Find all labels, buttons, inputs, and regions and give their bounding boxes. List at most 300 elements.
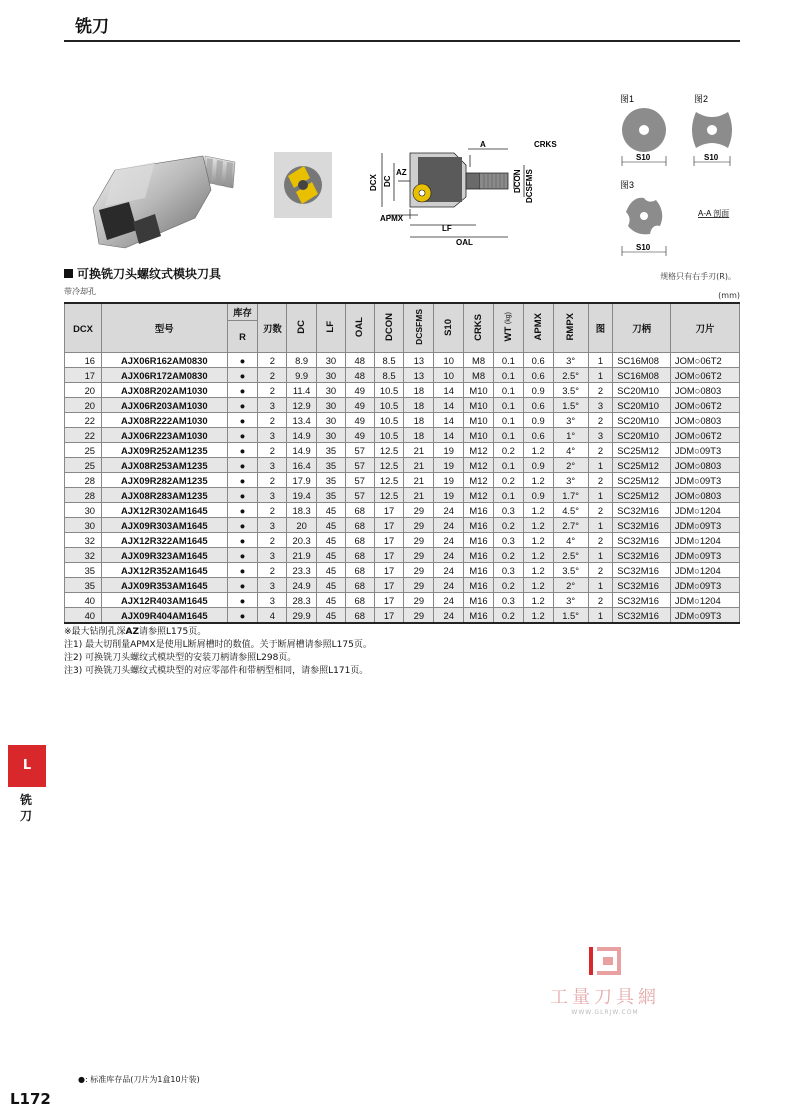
cell-s10: 24: [434, 518, 464, 533]
cell-crks: M10: [464, 428, 494, 443]
col-flutes: 刃数: [258, 303, 287, 353]
cell-s10: 14: [434, 428, 464, 443]
table-row: [65, 578, 740, 593]
cell-dcon: 17: [374, 578, 404, 593]
cell-crks: M16: [464, 578, 494, 593]
cell-lf: 35: [317, 458, 346, 473]
cell-model: AJX08R283AM1235: [102, 488, 228, 503]
cell-wt: 0.1: [493, 413, 523, 428]
label-dc: DC: [383, 175, 392, 187]
cell-lf: 35: [317, 443, 346, 458]
cell-dcsfms: 21: [404, 443, 434, 458]
cell-oal: 49: [345, 398, 374, 413]
cell-shank: SC25M12: [613, 458, 671, 473]
cell-dcon: 12.5: [374, 458, 404, 473]
cell-shank: SC20M10: [613, 398, 671, 413]
cell-dcon: 12.5: [374, 488, 404, 503]
cell-s10: 24: [434, 563, 464, 578]
cell-lf: 35: [317, 473, 346, 488]
cell-dc: 19.4: [287, 488, 317, 503]
cell-rmpx: 2.5°: [553, 548, 588, 563]
col-oal: OAL: [345, 303, 374, 353]
col-fig: 图: [588, 303, 613, 353]
cell-shank: SC25M12: [613, 473, 671, 488]
cell-insert: JDM○09T3: [670, 608, 739, 624]
note-2: 注2) 可换铣刀头螺纹式模块型的安装刀柄请参照L298页。: [64, 653, 297, 663]
section-title: [64, 265, 221, 282]
cell-wt: 0.3: [493, 503, 523, 518]
cell-stock: ●: [227, 548, 258, 563]
cell-dcon: 17: [374, 608, 404, 624]
cell-dcx: 30: [65, 518, 102, 533]
table-row: [65, 563, 740, 578]
cell-rmpx: 2°: [553, 458, 588, 473]
cell-stock: ●: [227, 443, 258, 458]
cell-s10: 24: [434, 503, 464, 518]
cell-flutes: 2: [258, 443, 287, 458]
cell-stock: ●: [227, 473, 258, 488]
cell-wt: 0.1: [493, 368, 523, 383]
cell-s10: 10: [434, 368, 464, 383]
cell-rmpx: 3°: [553, 413, 588, 428]
cell-model: AJX12R322AM1645: [102, 533, 228, 548]
cell-dcx: 16: [65, 353, 102, 368]
cell-dcx: 30: [65, 503, 102, 518]
cell-fig: 2: [588, 593, 613, 608]
cell-dcsfms: 13: [404, 353, 434, 368]
cell-lf: 45: [317, 578, 346, 593]
cell-dcsfms: 13: [404, 368, 434, 383]
cell-rmpx: 3°: [553, 473, 588, 488]
watermark: [535, 945, 675, 1016]
cell-model: AJX08R253AM1235: [102, 458, 228, 473]
cell-fig: 2: [588, 473, 613, 488]
col-stock-r: R: [227, 321, 258, 353]
cell-shank: SC20M10: [613, 413, 671, 428]
table-row: [65, 488, 740, 503]
cell-apmx: 0.6: [523, 368, 553, 383]
cell-shank: SC25M12: [613, 488, 671, 503]
cell-insert: JOM○06T2: [670, 368, 739, 383]
cell-dcx: 17: [65, 368, 102, 383]
label-dcx: DCX: [369, 174, 378, 191]
col-wt: WT (kg): [493, 303, 523, 353]
cell-apmx: 1.2: [523, 563, 553, 578]
cell-wt: 0.3: [493, 593, 523, 608]
cell-dcsfms: 29: [404, 593, 434, 608]
cell-flutes: 3: [258, 428, 287, 443]
table-row: [65, 608, 740, 624]
col-rmpx: RMPX: [553, 303, 588, 353]
cell-rmpx: 2.5°: [553, 368, 588, 383]
note-0: ※最大钻削孔深AZ请参照L175页。: [64, 627, 207, 637]
cell-fig: 1: [588, 548, 613, 563]
cell-insert: JDM○1204: [670, 593, 739, 608]
cell-insert: JDM○1204: [670, 503, 739, 518]
cell-dcon: 10.5: [374, 428, 404, 443]
cell-dc: 14.9: [287, 428, 317, 443]
cell-oal: 68: [345, 578, 374, 593]
cross-section-figures: [618, 92, 748, 262]
cell-wt: 0.2: [493, 548, 523, 563]
cell-flutes: 2: [258, 413, 287, 428]
cell-apmx: 0.9: [523, 458, 553, 473]
cell-crks: M16: [464, 518, 494, 533]
cell-dcx: 28: [65, 488, 102, 503]
cell-crks: M8: [464, 353, 494, 368]
cell-s10: 24: [434, 593, 464, 608]
cell-apmx: 0.9: [523, 488, 553, 503]
col-stock: 库存: [227, 303, 258, 321]
cell-stock: ●: [227, 578, 258, 593]
cell-shank: SC32M16: [613, 593, 671, 608]
cell-dcx: 28: [65, 473, 102, 488]
cell-oal: 57: [345, 443, 374, 458]
cell-insert: JOM○0803: [670, 488, 739, 503]
cell-dc: 18.3: [287, 503, 317, 518]
cell-wt: 0.1: [493, 353, 523, 368]
cell-shank: SC20M10: [613, 383, 671, 398]
cell-dcon: 17: [374, 548, 404, 563]
cell-dc: 23.3: [287, 563, 317, 578]
cell-s10: 24: [434, 578, 464, 593]
cell-dcsfms: 29: [404, 563, 434, 578]
label-oal: OAL: [456, 238, 473, 247]
label-lf: LF: [442, 224, 452, 233]
cell-crks: M16: [464, 533, 494, 548]
cell-flutes: 3: [258, 548, 287, 563]
cell-dcsfms: 21: [404, 458, 434, 473]
cell-shank: SC32M16: [613, 563, 671, 578]
spec-table: [64, 302, 740, 624]
cell-lf: 30: [317, 428, 346, 443]
page-title: 铣刀: [75, 17, 109, 37]
cell-flutes: 3: [258, 593, 287, 608]
cell-oal: 49: [345, 428, 374, 443]
fig2-label: 图2: [694, 94, 709, 104]
s10-label-1: S10: [636, 153, 651, 162]
cell-crks: M16: [464, 608, 494, 624]
table-row: [65, 533, 740, 548]
cell-s10: 14: [434, 383, 464, 398]
cell-oal: 57: [345, 488, 374, 503]
label-az: AZ: [396, 168, 407, 177]
cell-s10: 10: [434, 353, 464, 368]
cell-dc: 14.9: [287, 443, 317, 458]
cell-s10: 24: [434, 548, 464, 563]
label-dcsfms: DCSFMS: [525, 169, 534, 203]
label-crks: CRKS: [534, 140, 557, 149]
cell-stock: ●: [227, 353, 258, 368]
cell-wt: 0.1: [493, 428, 523, 443]
cell-apmx: 1.2: [523, 578, 553, 593]
cell-lf: 45: [317, 548, 346, 563]
cell-rmpx: 1.5°: [553, 398, 588, 413]
cell-wt: 0.1: [493, 488, 523, 503]
cell-flutes: 2: [258, 563, 287, 578]
cell-insert: JOM○0803: [670, 458, 739, 473]
cell-fig: 2: [588, 413, 613, 428]
notes: [64, 626, 372, 678]
cell-apmx: 0.9: [523, 383, 553, 398]
table-row: [65, 443, 740, 458]
cell-stock: ●: [227, 413, 258, 428]
cell-oal: 57: [345, 473, 374, 488]
cell-shank: SC32M16: [613, 503, 671, 518]
cell-crks: M16: [464, 593, 494, 608]
cell-oal: 57: [345, 458, 374, 473]
cell-model: AJX09R323AM1645: [102, 548, 228, 563]
watermark-text: 工量刀具網: [550, 987, 660, 1008]
cell-dcsfms: 18: [404, 383, 434, 398]
cell-fig: 2: [588, 383, 613, 398]
cell-oal: 68: [345, 548, 374, 563]
col-apmx: APMX: [523, 303, 553, 353]
cell-crks: M12: [464, 488, 494, 503]
cell-flutes: 3: [258, 398, 287, 413]
cell-apmx: 0.9: [523, 413, 553, 428]
cell-crks: M12: [464, 458, 494, 473]
cell-model: AJX08R202AM1030: [102, 383, 228, 398]
cell-dc: 13.4: [287, 413, 317, 428]
cell-dc: 8.9: [287, 353, 317, 368]
cell-dcon: 17: [374, 533, 404, 548]
cell-apmx: 1.2: [523, 608, 553, 624]
watermark-logo-icon: [583, 945, 627, 977]
cell-dcx: 32: [65, 548, 102, 563]
cell-wt: 0.1: [493, 398, 523, 413]
cell-model: AJX09R282AM1235: [102, 473, 228, 488]
cell-dcon: 17: [374, 593, 404, 608]
side-tab-label: 铣刀: [20, 793, 33, 823]
cell-dcx: 35: [65, 578, 102, 593]
cell-rmpx: 3.5°: [553, 563, 588, 578]
col-dcon: DCON: [374, 303, 404, 353]
cell-lf: 45: [317, 503, 346, 518]
cell-insert: JOM○0803: [670, 413, 739, 428]
cell-stock: ●: [227, 368, 258, 383]
cell-wt: 0.1: [493, 383, 523, 398]
cell-flutes: 2: [258, 503, 287, 518]
cell-insert: JOM○0803: [670, 383, 739, 398]
cell-apmx: 0.6: [523, 428, 553, 443]
cell-insert: JDM○09T3: [670, 518, 739, 533]
cell-model: AJX12R403AM1645: [102, 593, 228, 608]
cell-crks: M16: [464, 563, 494, 578]
table-row: [65, 503, 740, 518]
note-1: 注1) 最大切削量APMX是使用L断屑槽时的数值。关于断屑槽请参照L175页。: [64, 640, 372, 650]
cell-fig: 2: [588, 563, 613, 578]
cell-shank: SC32M16: [613, 518, 671, 533]
cell-shank: SC16M08: [613, 353, 671, 368]
cell-shank: SC32M16: [613, 578, 671, 593]
cell-dc: 16.4: [287, 458, 317, 473]
cell-flutes: 2: [258, 383, 287, 398]
cell-dcx: 40: [65, 608, 102, 624]
cell-dcsfms: 29: [404, 503, 434, 518]
cell-dcx: 32: [65, 533, 102, 548]
cell-lf: 30: [317, 353, 346, 368]
cell-dcon: 10.5: [374, 383, 404, 398]
cell-s10: 24: [434, 608, 464, 624]
cell-model: AJX06R172AM0830: [102, 368, 228, 383]
cell-insert: JOM○06T2: [670, 353, 739, 368]
cell-model: AJX12R302AM1645: [102, 503, 228, 518]
cell-dcsfms: 29: [404, 518, 434, 533]
cell-s10: 19: [434, 443, 464, 458]
cell-oal: 48: [345, 368, 374, 383]
cell-insert: JDM○09T3: [670, 548, 739, 563]
cell-dcon: 17: [374, 503, 404, 518]
label-a: A: [480, 140, 486, 149]
cell-s10: 14: [434, 398, 464, 413]
cell-stock: ●: [227, 503, 258, 518]
cell-wt: 0.3: [493, 563, 523, 578]
cell-dc: 9.9: [287, 368, 317, 383]
cell-dc: 20.3: [287, 533, 317, 548]
cell-oal: 49: [345, 383, 374, 398]
cell-wt: 0.2: [493, 473, 523, 488]
cell-fig: 3: [588, 398, 613, 413]
cell-dcsfms: 29: [404, 533, 434, 548]
cell-insert: JDM○09T3: [670, 578, 739, 593]
table-row: [65, 398, 740, 413]
cell-rmpx: 1°: [553, 428, 588, 443]
cell-stock: ●: [227, 593, 258, 608]
col-insert: 刀片: [670, 303, 739, 353]
cell-apmx: 1.2: [523, 533, 553, 548]
label-apmx: APMX: [380, 214, 404, 223]
cell-dcsfms: 21: [404, 473, 434, 488]
cell-dcon: 8.5: [374, 368, 404, 383]
cell-fig: 1: [588, 368, 613, 383]
cell-oal: 68: [345, 533, 374, 548]
cell-oal: 68: [345, 518, 374, 533]
cell-dcx: 22: [65, 428, 102, 443]
cell-fig: 1: [588, 608, 613, 624]
cell-stock: ●: [227, 488, 258, 503]
cell-oal: 68: [345, 593, 374, 608]
table-row: [65, 473, 740, 488]
cell-dc: 12.9: [287, 398, 317, 413]
cell-insert: JDM○1204: [670, 563, 739, 578]
cell-fig: 1: [588, 353, 613, 368]
cell-dcon: 8.5: [374, 353, 404, 368]
cell-dcx: 20: [65, 383, 102, 398]
cell-stock: ●: [227, 563, 258, 578]
cell-stock: ●: [227, 533, 258, 548]
cell-dcon: 17: [374, 518, 404, 533]
s10-label-3: S10: [636, 243, 651, 252]
cell-model: AJX06R203AM1030: [102, 398, 228, 413]
cell-shank: SC32M16: [613, 533, 671, 548]
cell-lf: 45: [317, 518, 346, 533]
cell-wt: 0.2: [493, 443, 523, 458]
cell-lf: 45: [317, 608, 346, 624]
cell-flutes: 3: [258, 578, 287, 593]
cell-stock: ●: [227, 398, 258, 413]
table-row: [65, 458, 740, 473]
col-crks: CRKS: [464, 303, 494, 353]
cell-wt: 0.2: [493, 518, 523, 533]
cell-dc: 21.9: [287, 548, 317, 563]
cell-fig: 1: [588, 578, 613, 593]
cell-s10: 19: [434, 458, 464, 473]
cell-dcsfms: 18: [404, 413, 434, 428]
cell-lf: 30: [317, 413, 346, 428]
cell-rmpx: 1.5°: [553, 608, 588, 624]
cell-apmx: 1.2: [523, 518, 553, 533]
cell-crks: M10: [464, 398, 494, 413]
table-row: [65, 548, 740, 563]
insert-icon: [274, 152, 332, 218]
square-bullet-icon: [64, 269, 73, 278]
cell-oal: 49: [345, 413, 374, 428]
cell-rmpx: 2.7°: [553, 518, 588, 533]
cell-dc: 11.4: [287, 383, 317, 398]
cell-shank: SC32M16: [613, 548, 671, 563]
col-dcsfms: DCSFMS: [404, 303, 434, 353]
cell-dcon: 10.5: [374, 398, 404, 413]
cell-rmpx: 2°: [553, 578, 588, 593]
cell-crks: M10: [464, 383, 494, 398]
page-number: L172: [10, 1090, 51, 1108]
side-tab-l[interactable]: L: [8, 745, 46, 787]
cell-dcon: 10.5: [374, 413, 404, 428]
cell-lf: 35: [317, 488, 346, 503]
section-title-text: 可换铣刀头螺纹式模块刀具: [77, 267, 222, 281]
cell-dc: 17.9: [287, 473, 317, 488]
note-3: 注3) 可换铣刀头螺纹式模块型的对应零部件和带柄型相同，请参照L171页。: [64, 666, 369, 676]
cell-model: AJX09R252AM1235: [102, 443, 228, 458]
cell-dcx: 22: [65, 413, 102, 428]
cell-dcsfms: 29: [404, 608, 434, 624]
cell-wt: 0.2: [493, 608, 523, 624]
cell-dcsfms: 29: [404, 578, 434, 593]
col-s10: S10: [434, 303, 464, 353]
cell-insert: JOM○06T2: [670, 428, 739, 443]
tool-photo: [85, 148, 245, 260]
cell-lf: 30: [317, 398, 346, 413]
cell-model: AJX09R404AM1645: [102, 608, 228, 624]
cell-apmx: 1.2: [523, 473, 553, 488]
cell-dcon: 17: [374, 563, 404, 578]
cell-insert: JDM○09T3: [670, 443, 739, 458]
cell-model: AJX12R352AM1645: [102, 563, 228, 578]
cell-dc: 29.9: [287, 608, 317, 624]
cell-dcsfms: 18: [404, 428, 434, 443]
cell-dcx: 35: [65, 563, 102, 578]
stock-legend: ●: 标准库存品(刀片为1盒10片装): [78, 1075, 200, 1084]
dimension-drawing: [358, 135, 588, 250]
header-divider: [64, 40, 740, 42]
cell-crks: M12: [464, 473, 494, 488]
cell-dc: 28.3: [287, 593, 317, 608]
cell-model: AJX09R353AM1645: [102, 578, 228, 593]
cell-flutes: 2: [258, 353, 287, 368]
cell-crks: M16: [464, 503, 494, 518]
cell-shank: SC25M12: [613, 443, 671, 458]
cell-dcsfms: 18: [404, 398, 434, 413]
cell-crks: M8: [464, 368, 494, 383]
cell-apmx: 1.2: [523, 593, 553, 608]
cell-fig: 2: [588, 443, 613, 458]
cell-rmpx: 1.7°: [553, 488, 588, 503]
label-dcon: DCON: [513, 169, 522, 193]
cell-wt: 0.1: [493, 458, 523, 473]
cell-flutes: 4: [258, 608, 287, 624]
cell-fig: 1: [588, 518, 613, 533]
